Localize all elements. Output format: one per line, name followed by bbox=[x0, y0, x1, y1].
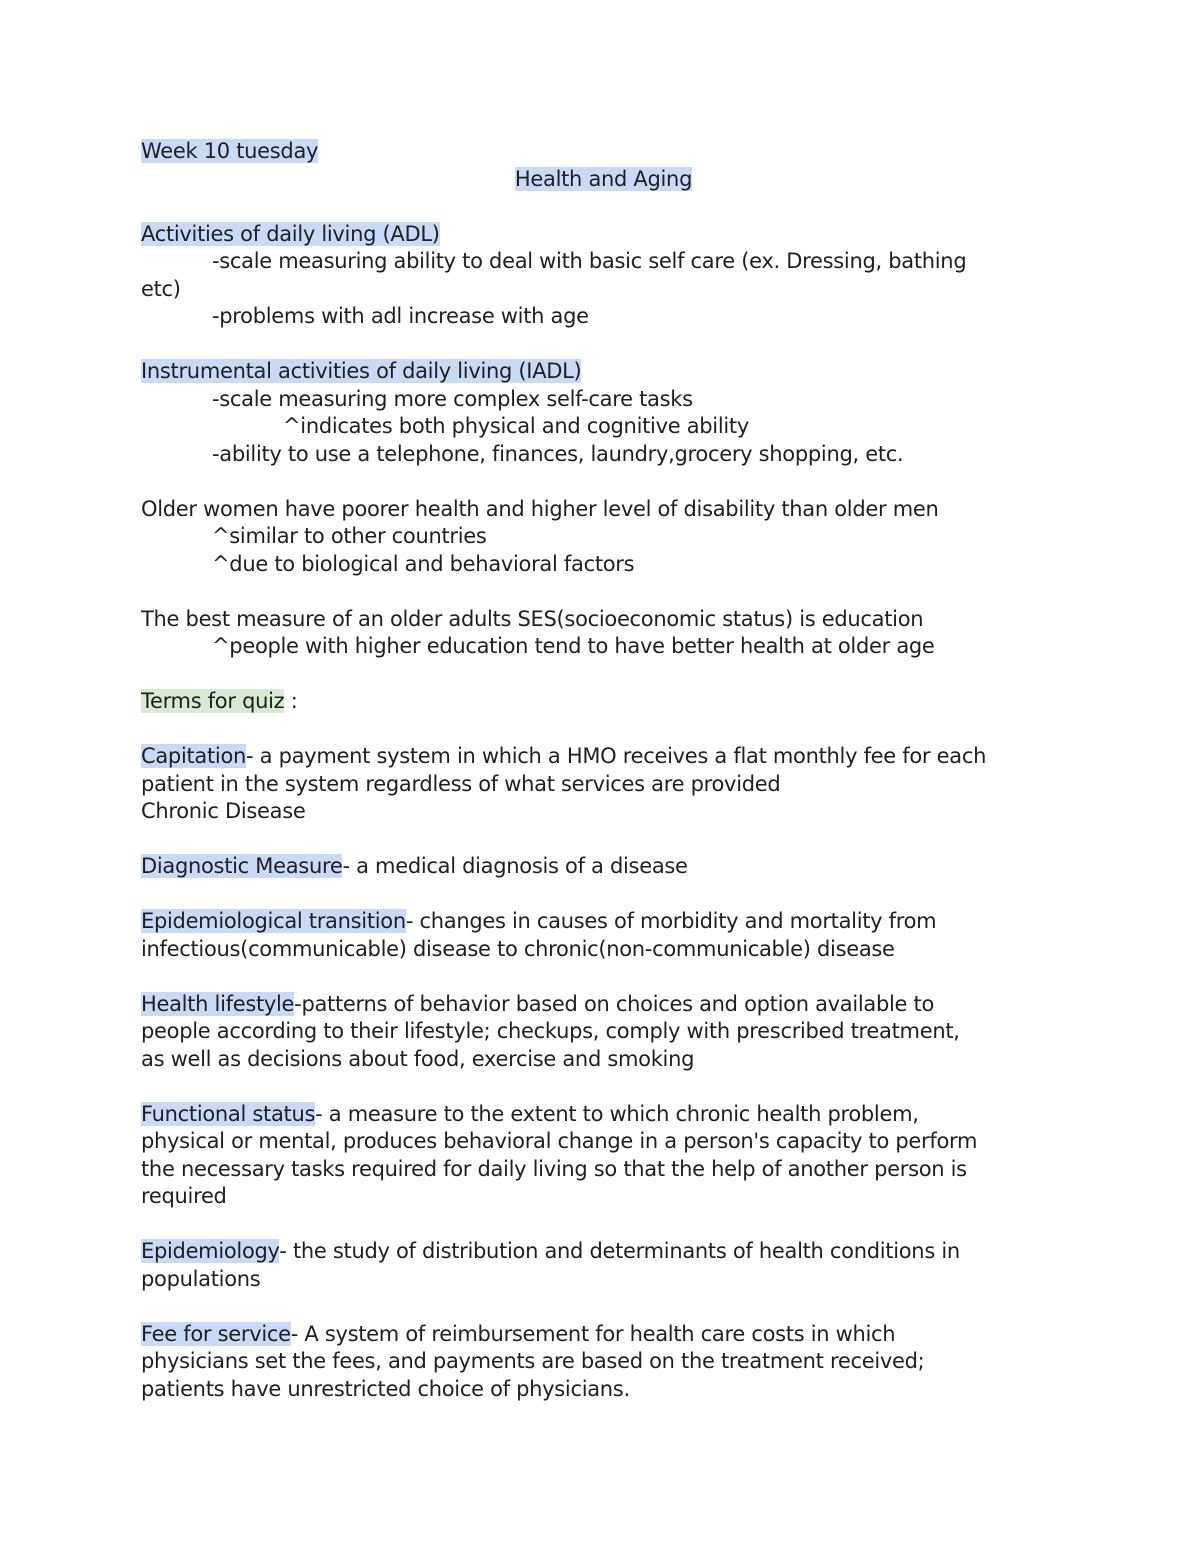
iadl-heading: Instrumental activities of daily living (IADL) bbox=[141, 359, 582, 383]
adl-heading-line bbox=[141, 221, 1066, 249]
term-entry bbox=[141, 1321, 1066, 1349]
women-note: ^similar to other countries bbox=[212, 524, 487, 548]
iadl-heading-line bbox=[141, 358, 1066, 386]
adl-heading: Activities of daily living (ADL) bbox=[141, 221, 440, 246]
date-line bbox=[141, 138, 1066, 166]
quiz-heading-line bbox=[141, 688, 1066, 716]
adl-line: -problems with adl increase with age bbox=[212, 304, 589, 328]
quiz-suffix: : bbox=[284, 689, 298, 713]
spacer bbox=[141, 826, 1066, 854]
spacer bbox=[141, 661, 1066, 689]
spacer bbox=[141, 1293, 1066, 1321]
term-definition-line: people according to their lifestyle; checkups, comply with prescribed treatment, bbox=[141, 1019, 960, 1043]
terms-list bbox=[141, 743, 1066, 1403]
spacer bbox=[141, 963, 1066, 991]
spacer bbox=[141, 1211, 1066, 1239]
term-name: Epidemiological transition bbox=[141, 909, 406, 933]
term-definition-line: Chronic Disease bbox=[141, 799, 306, 823]
spacer bbox=[141, 578, 1066, 606]
spacer bbox=[141, 1073, 1066, 1101]
term-definition: - the study of distribution and determinants of health conditions in bbox=[279, 1239, 960, 1263]
term-definition-line: infectious(communicable) disease to chronic(non-communicable) disease bbox=[141, 936, 895, 961]
term-name: Diagnostic Measure bbox=[141, 854, 343, 878]
iadl-line: -scale measuring more complex self-care tasks bbox=[212, 386, 693, 411]
term-entry bbox=[141, 991, 1066, 1019]
term-definition-line: required bbox=[141, 1184, 227, 1208]
term-definition-line: patient in the system regardless of what services are provided bbox=[141, 771, 781, 796]
term-definition-line: as well as decisions about food, exercise and smoking bbox=[141, 1046, 695, 1071]
term-name: Functional status bbox=[141, 1101, 316, 1126]
adl-line: etc) bbox=[141, 276, 181, 301]
term-definition-line: physical or mental, produces behavioral change in a person's capacity to perform bbox=[141, 1129, 978, 1153]
term-name: Fee for service bbox=[141, 1321, 291, 1346]
date-label: Week 10 tuesday bbox=[141, 139, 319, 163]
term-definition: - a payment system in which a HMO receives a flat monthly fee for each bbox=[246, 744, 987, 768]
term-name: Epidemiology bbox=[141, 1239, 280, 1263]
spacer bbox=[141, 468, 1066, 496]
term-entry bbox=[141, 1238, 1066, 1266]
term-definition: - A system of reimbursement for health care costs in which bbox=[290, 1321, 896, 1346]
term-entry bbox=[141, 1101, 1066, 1129]
iadl-line: -ability to use a telephone, finances, laundry,grocery shopping, etc. bbox=[212, 441, 904, 466]
women-statement: Older women have poorer health and higher level of disability than older men bbox=[141, 496, 939, 521]
document-page bbox=[141, 138, 1066, 1403]
term-entry bbox=[141, 743, 1066, 771]
page-title: Health and Aging bbox=[514, 166, 693, 191]
term-definition: - changes in causes of morbidity and mortality from bbox=[405, 909, 937, 933]
term-definition-line: patients have unrestricted choice of physicians. bbox=[141, 1376, 630, 1401]
ses-note: ^people with higher education tend to have better health at older age bbox=[212, 634, 935, 658]
term-definition-line: populations bbox=[141, 1266, 261, 1291]
term-name: Health lifestyle bbox=[141, 991, 295, 1016]
spacer bbox=[141, 716, 1066, 744]
title-line bbox=[141, 166, 1066, 194]
spacer bbox=[141, 881, 1066, 909]
adl-line: -scale measuring ability to deal with basic self care (ex. Dressing, bathing bbox=[212, 249, 967, 273]
term-definition-line: physicians set the fees, and payments are based on the treatment received; bbox=[141, 1349, 925, 1373]
term-entry bbox=[141, 853, 1066, 881]
women-note: ^due to biological and behavioral factors bbox=[212, 551, 635, 576]
term-definition-line: the necessary tasks required for daily living so that the help of another person is bbox=[141, 1156, 967, 1181]
spacer bbox=[141, 331, 1066, 359]
term-definition: -patterns of behavior based on choices and option available to bbox=[294, 991, 935, 1016]
spacer bbox=[141, 193, 1066, 221]
term-entry bbox=[141, 908, 1066, 936]
ses-statement: The best measure of an older adults SES(socioeconomic status) is education bbox=[141, 606, 924, 631]
term-definition: - a measure to the extent to which chronic health problem, bbox=[315, 1101, 919, 1126]
term-definition: - a medical diagnosis of a disease bbox=[342, 854, 688, 878]
term-name: Capitation bbox=[141, 744, 247, 768]
quiz-label: Terms for quiz bbox=[141, 689, 285, 713]
iadl-line: ^indicates both physical and cognitive ability bbox=[283, 414, 749, 438]
